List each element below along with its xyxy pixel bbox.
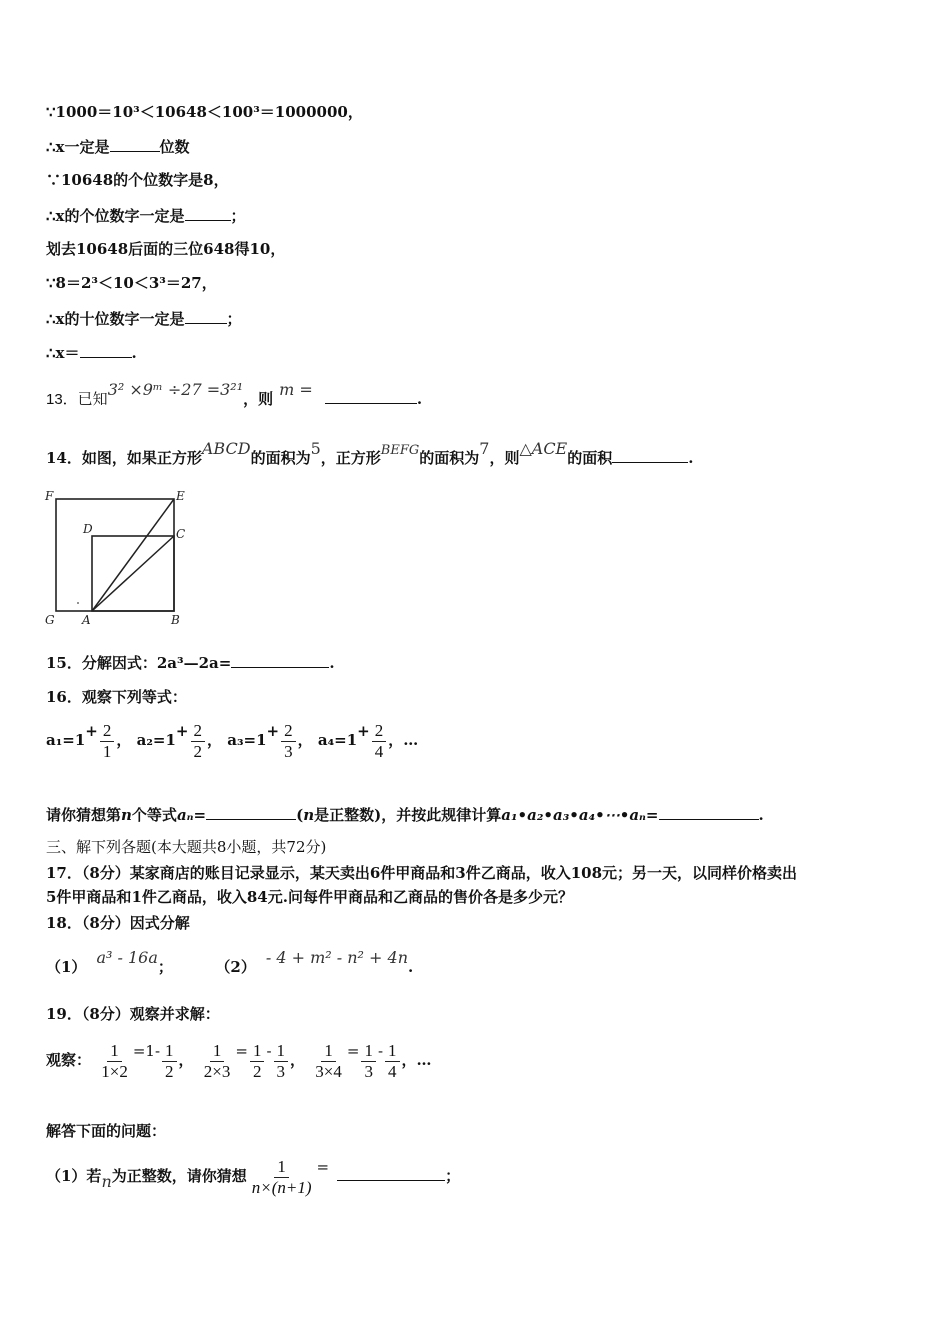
- q19-eq-1-num: 1: [107, 1041, 122, 1062]
- blank-units-digit[interactable]: [185, 205, 231, 221]
- q14-square-abcd: ABCD: [201, 439, 251, 458]
- line-2: [46, 136, 190, 157]
- q16-term-4-plus: +: [357, 722, 370, 740]
- q18-expression-2: - 4 + m² - n² + 4n: [265, 948, 409, 967]
- q16-term-4: [317, 720, 419, 761]
- q18-part-2-label: （2）: [222, 958, 256, 976]
- label-d: D: [83, 522, 93, 536]
- q14-answer-blank[interactable]: [612, 447, 688, 463]
- q19-answer-blank[interactable]: [337, 1165, 445, 1181]
- q16-guess-text-1: 请你猜想第: [46, 806, 122, 824]
- q19-eq-1-rhs: =1-: [132, 1042, 161, 1060]
- q19-eq-1-sep: ，: [178, 1051, 194, 1069]
- q16-term-3-lhs: a₃=1: [227, 731, 267, 749]
- q19-eq-3-den: 3×4: [315, 1061, 342, 1081]
- q19-sub-1-text: 为正整数，请你猜想: [111, 1167, 247, 1185]
- label-e: E: [176, 489, 185, 503]
- line-7: [46, 308, 242, 329]
- q19-observe-label: 观察：: [46, 1051, 92, 1069]
- q18-part-1-label: （1）: [46, 958, 87, 976]
- line-7-text: ∴x的十位数字一定是: [46, 310, 185, 328]
- q16-term-4-lhs: a₄=1: [317, 731, 358, 749]
- q19-eq-1-r: [162, 1041, 177, 1082]
- q16-term-3-frac: [281, 721, 296, 762]
- q19-eq-3-minus: -: [377, 1042, 384, 1060]
- geometry-figure: [42, 487, 202, 629]
- q19-eq-2-ln: 1: [250, 1041, 265, 1062]
- q18-title: 18．（8分）因式分解: [46, 914, 190, 932]
- q13-answer-blank[interactable]: [325, 388, 417, 404]
- q19-eq-3-ln: 1: [361, 1041, 376, 1062]
- q19-eq-3-r: [385, 1041, 400, 1082]
- q19-eq-2-r: [274, 1041, 289, 1082]
- q18-end: .: [408, 958, 414, 976]
- q16-guess-text-3: 是正整数)，并按此规律计算: [314, 806, 502, 824]
- q15-end: .: [329, 654, 335, 672]
- question-15: [46, 652, 335, 673]
- q19-eq-2-ld: 2: [252, 1061, 262, 1081]
- q16-sequence: [46, 720, 418, 762]
- q17-line-2: 5件甲商品和1件乙商品，收入84元.问每件甲商品和乙商品的售价各是多少元？: [46, 888, 573, 906]
- q13-number: 13．已知: [46, 391, 108, 408]
- blank-x-value[interactable]: [80, 342, 132, 358]
- q19-eq-3-ld: 3: [364, 1061, 373, 1081]
- q16-guess-n2: n: [303, 806, 315, 824]
- q16-answer-blank-2[interactable]: [659, 804, 759, 820]
- q14-text-3: ，正方形: [320, 449, 381, 467]
- q16-term-4-num: 2: [372, 721, 387, 742]
- q19-eq-3-num: 1: [321, 1041, 336, 1062]
- q16-guess-paren: (: [296, 806, 304, 824]
- q19-eq-2-num: 1: [210, 1041, 225, 1062]
- question-13: [46, 380, 423, 410]
- line-4-text: ∴x的个位数字一定是: [46, 207, 185, 225]
- q14-text-5: ，则: [489, 449, 520, 467]
- question-16-title: 16．观察下列等式：: [46, 688, 187, 706]
- q16-guess-product: a₁•a₂•a₃•a₄•⋯•aₙ=: [501, 806, 659, 824]
- q13-then: ，则: [243, 390, 274, 408]
- q19-eq-2-den: 2×3: [203, 1061, 231, 1081]
- label-a: A: [82, 613, 91, 627]
- q19-eq-1-rd: 2: [165, 1061, 174, 1081]
- line-6: ∵8＝2³＜10＜3³＝27，: [46, 274, 217, 292]
- stray-dot: [77, 602, 79, 604]
- q16-term-2-num: 2: [191, 721, 206, 742]
- q19-eq-3-rn: 1: [385, 1041, 400, 1062]
- q19-eq-3-l: [361, 1041, 376, 1082]
- q19-eq-3-sep: ，…: [401, 1051, 432, 1069]
- q19-sub-1: [46, 1156, 460, 1198]
- line-8-tail: .: [131, 344, 137, 362]
- q16-guess-text-2: 个等式: [131, 806, 177, 824]
- q16-term-2-frac: [191, 721, 206, 762]
- q16-term-2-sep: ，: [207, 731, 223, 749]
- q16-answer-blank-1[interactable]: [206, 804, 296, 820]
- q16-term-3-den: 3: [284, 741, 293, 761]
- q16-term-2-den: 2: [193, 741, 202, 761]
- q17-line-1: 17．（8分）某家商店的账目记录显示，某天卖出6件甲商品和3件乙商品，收入108元；另一天，以同样价格卖出: [46, 864, 798, 882]
- q18-sep: ；: [157, 958, 173, 976]
- q16-term-3-num: 2: [281, 721, 296, 742]
- q19-eq-2-rn: 1: [274, 1041, 289, 1062]
- q18-expression-1: a³ - 16a: [96, 948, 158, 967]
- q19-sub-1-n: n: [101, 1172, 112, 1191]
- label-c: C: [176, 527, 186, 541]
- q14-text-2: 的面积为: [250, 449, 311, 467]
- q16-term-4-frac: [372, 721, 387, 762]
- q16-term-1-lhs: a₁=1: [46, 731, 86, 749]
- q19-sub-1-num: 1: [274, 1157, 289, 1178]
- q15-answer-blank[interactable]: [231, 652, 329, 668]
- label-b: B: [171, 613, 180, 627]
- blank-digits[interactable]: [110, 136, 160, 152]
- question-14: [46, 439, 694, 470]
- label-g: G: [45, 613, 55, 627]
- q19-eq-2-eq: =: [235, 1042, 248, 1060]
- q19-eq-2-lhs: [201, 1041, 234, 1082]
- q16-term-4-sep: ，…: [388, 731, 419, 749]
- q19-sub-1-label: （1）若: [46, 1167, 102, 1185]
- q18-parts: [46, 948, 414, 977]
- q14-value-7: 7: [479, 439, 490, 458]
- q16-term-1: [46, 720, 132, 761]
- q19-eq-2-minus: -: [266, 1042, 272, 1060]
- line-3: ∵10648的个位数字是8，: [46, 171, 229, 189]
- q19-eq-1-lhs: [98, 1041, 131, 1082]
- line-8: [46, 342, 137, 363]
- q19-sub-1-den: n×(n+1): [251, 1177, 312, 1197]
- line-5: 划去10648后面的三位648得10，: [46, 240, 286, 258]
- line-1: ∵1000＝10³＜10648＜100³＝1000000，: [46, 103, 363, 121]
- q14-text-1: 14．如图，如果正方形: [46, 449, 202, 467]
- q14-square-befg: BEFG: [380, 443, 420, 458]
- q19-eq-2-sep: ，: [290, 1051, 306, 1069]
- q19-observe: [46, 1040, 432, 1082]
- q16-term-1-plus: +: [85, 722, 98, 740]
- q19-answer-heading: 解答下面的问题：: [46, 1122, 167, 1140]
- q19-eq-1: [96, 1040, 194, 1081]
- section-3-heading: 三、解下列各题(本大题共8小题，共72分): [46, 838, 327, 856]
- q16-term-3-sep: ，: [297, 731, 313, 749]
- q16-term-1-frac: [100, 721, 115, 762]
- q16-term-1-sep: ，: [116, 731, 132, 749]
- q19-eq-1-den: 1×2: [101, 1061, 128, 1081]
- q14-triangle-ace: △ACE: [519, 439, 568, 458]
- q19-sub-1-eq: =: [316, 1158, 330, 1176]
- line-2-text: ∴x一定是: [46, 138, 110, 156]
- segment-ae: [92, 499, 174, 611]
- q19-eq-2-l: [250, 1041, 265, 1082]
- q19-title: 19．（8分）观察并求解：: [46, 1005, 220, 1023]
- blank-tens-digit[interactable]: [185, 308, 227, 324]
- q13-end: .: [416, 390, 423, 408]
- q16-term-2-plus: +: [175, 722, 189, 740]
- q16-term-1-den: 1: [102, 741, 112, 761]
- q16-end: .: [758, 806, 764, 824]
- q16-guess-an: aₙ=: [176, 806, 207, 824]
- q15-text: 15．分解因式：2a³—2a=: [46, 654, 232, 672]
- q19-eq-3-lhs: [312, 1041, 345, 1082]
- q19-eq-2-rd: 3: [276, 1061, 286, 1081]
- q16-term-1-num: 2: [100, 721, 115, 742]
- q19-eq-1-rn: 1: [162, 1041, 177, 1062]
- q14-text-6: 的面积: [567, 449, 613, 467]
- q19-sub-1-end: ；: [445, 1167, 461, 1185]
- q16-term-2-lhs: a₂=1: [136, 731, 176, 749]
- q19-sub-1-frac: [249, 1157, 315, 1198]
- q14-end: .: [688, 449, 694, 467]
- q14-value-5: 5: [310, 439, 321, 458]
- q16-term-3: [227, 720, 313, 761]
- line-8-text: ∴x＝: [46, 344, 80, 362]
- q16-term-2: [136, 720, 223, 761]
- q16-guess-n: n: [121, 806, 132, 824]
- q14-text-4: 的面积为: [419, 449, 480, 467]
- square-befg: [56, 499, 174, 611]
- q19-eq-3-eq: =: [346, 1042, 360, 1060]
- line-4-tail: ；: [230, 207, 246, 225]
- q16-term-4-den: 4: [374, 741, 384, 761]
- q16-guess: [46, 804, 764, 825]
- line-4: [46, 205, 246, 226]
- q19-eq-3-rd: 4: [388, 1061, 397, 1081]
- q16-term-3-plus: +: [266, 722, 280, 740]
- label-f: F: [45, 489, 54, 503]
- line-7-tail: ；: [226, 310, 242, 328]
- q13-variable: m =: [279, 380, 313, 399]
- q13-expression: 3² ×9ᵐ ÷27 =3²¹: [107, 380, 244, 399]
- segment-ac: [92, 536, 174, 611]
- line-2-tail: 位数: [159, 138, 190, 156]
